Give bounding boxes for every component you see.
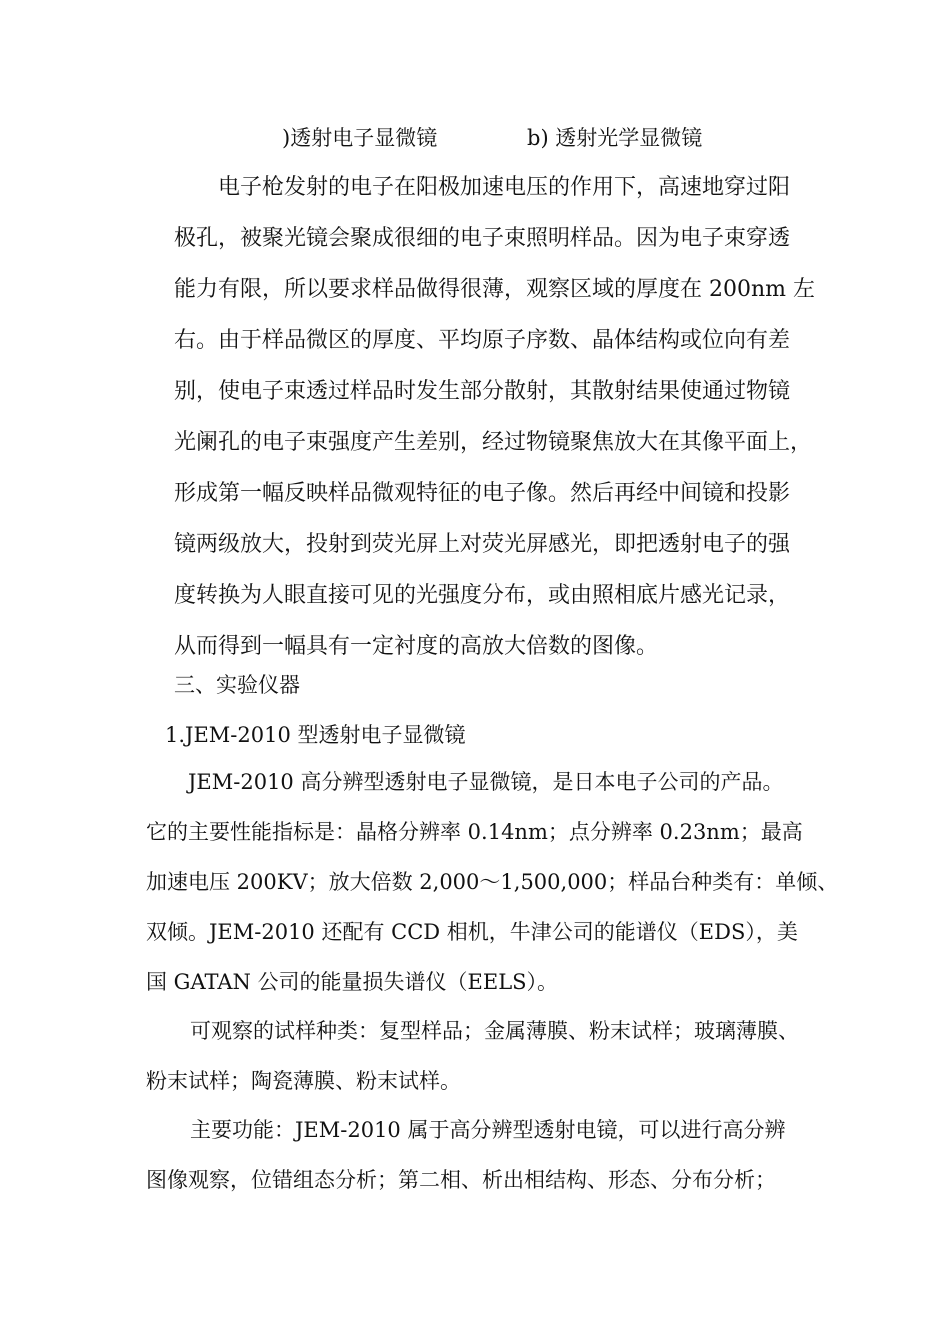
paragraph-line: 度转换为人眼直接可见的光强度分布，或由照相底片感光记录，: [174, 583, 791, 608]
paragraph-line: 可观察的试样种类：复型样品；金属薄膜、粉末试样；玻璃薄膜、: [190, 1019, 799, 1043]
paragraph-line: 主要功能：JEM-2010 属于高分辨型透射电镜，可以进行高分辨: [190, 1118, 786, 1142]
paragraph-line: 它的主要性能指标是：晶格分辨率 0.14nm；点分辨率 0.23nm；最高: [146, 820, 803, 844]
paragraph-line: 形成第一幅反映样品微观特征的电子像。然后再经中间镜和投影: [174, 481, 791, 506]
figure-caption: [0, 120, 950, 156]
main-functions-paragraph: [146, 1112, 826, 1212]
paragraph-line: 能力有限，所以要求样品做得很薄，观察区域的厚度在 200nm 左: [174, 277, 816, 302]
paragraph-line: 双倾。JEM-2010 还配有 CCD 相机，牛津公司的能谱仪（EDS），美: [146, 920, 798, 944]
caption-a: )透射电子显微镜: [282, 126, 438, 150]
paragraph-line: 光阑孔的电子束强度产生差别，经过物镜聚焦放大在其像平面上，: [174, 430, 813, 455]
paragraph-line: 国 GATAN 公司的能量损失谱仪（EELS）。: [146, 970, 559, 994]
paragraph-line: 镜两级放大，投射到荧光屏上对荧光屏感光，即把透射电子的强: [174, 532, 791, 557]
paragraph-line: 电子枪发射的电子在阳极加速电压的作用下，高速地穿过阳: [218, 175, 791, 200]
paragraph-line: 加速电压 200KV；放大倍数 2,000～1,500,000；样品台种类有：单倾、: [146, 870, 839, 894]
instrument-intro-paragraph: [146, 764, 839, 1014]
caption-b: b) 透射光学显微镜: [527, 126, 703, 150]
section-heading: 三、实验仪器: [174, 673, 300, 697]
paragraph-line: 图像观察，位错组态分析；第二相、析出相结构、形态、分布分析；: [146, 1168, 776, 1192]
paragraph-line: 右。由于样品微区的厚度、平均原子序数、晶体结构或位向有差: [174, 328, 791, 353]
paragraph-line: 从而得到一幅具有一定衬度的高放大倍数的图像。: [174, 634, 659, 659]
paragraph-line: 极孔，被聚光镜会聚成很细的电子束照明样品。因为电子束穿透: [174, 226, 791, 251]
paragraph-line: 粉末试样；陶瓷薄膜、粉末试样。: [146, 1069, 461, 1093]
sample-types-paragraph: [146, 1013, 826, 1113]
principle-paragraph: [174, 170, 814, 680]
paragraph-line: 别，使电子束透过样品时发生部分散射，其散射结果使通过物镜: [174, 379, 791, 404]
paragraph-line: JEM-2010 高分辨型透射电子显微镜，是日本电子公司的产品。: [188, 770, 784, 794]
subsection-heading: 1.JEM-2010 型透射电子显微镜: [165, 723, 466, 747]
